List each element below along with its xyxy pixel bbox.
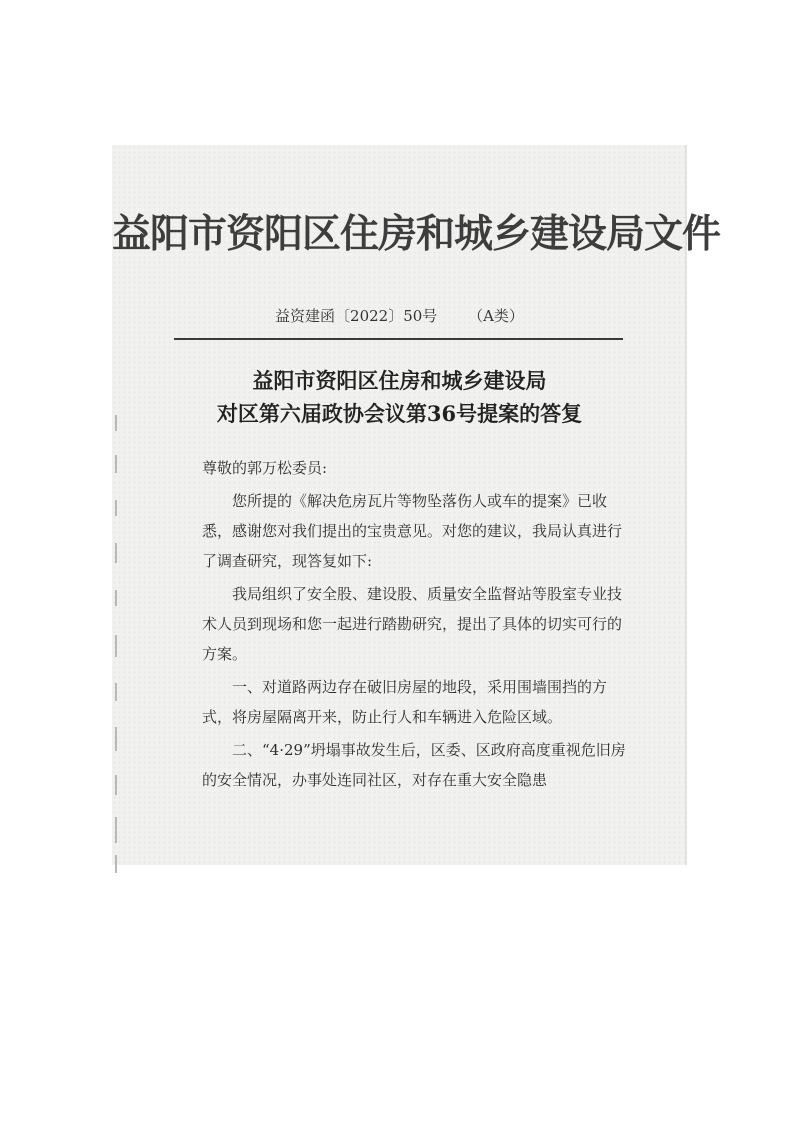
body-paragraph: 二、“4·29”坍塌事故发生后，区委、区政府高度重视危旧房的安全情况，办事处连同社区，对存在重大安全隐患 <box>202 741 626 789</box>
document-number: 益资建函〔2022〕50号 <box>275 307 438 325</box>
reply-heading-line2: 对区第六届政协会议第36号提案的答复 <box>216 401 583 426</box>
document-number-line <box>112 305 687 326</box>
scanned-page <box>112 145 721 865</box>
document-classification: （A类） <box>468 307 524 325</box>
reply-heading-line1: 益阳市资阳区住房和城乡建设局 <box>252 368 547 393</box>
body-paragraph: 一、对道路两边存在破旧房屋的地段，采用围墙围挡的方式，将房屋隔离开来，防止行人和车辆进入危险区域。 <box>202 678 608 726</box>
reply-body <box>202 453 632 798</box>
binding-marks <box>112 415 122 865</box>
header-divider <box>174 338 623 340</box>
document-title: 益阳市资阳区住房和城乡建设局文件 <box>112 211 721 257</box>
body-paragraph: 我局组织了安全股、建设股、质量安全监督站等股室专业技术人员到现场和您一起进行踏勘研究，提出了具体的切实可行的方案。 <box>202 585 623 663</box>
salutation: 尊敬的郭万松委员: <box>202 459 328 477</box>
body-paragraph: 您所提的《解决危房瓦片等物坠落伤人或车的提案》已收悉，感谢您对我们提出的宝贵意见。对您的建议，我局认真进行了调查研究，现答复如下: <box>202 492 623 570</box>
